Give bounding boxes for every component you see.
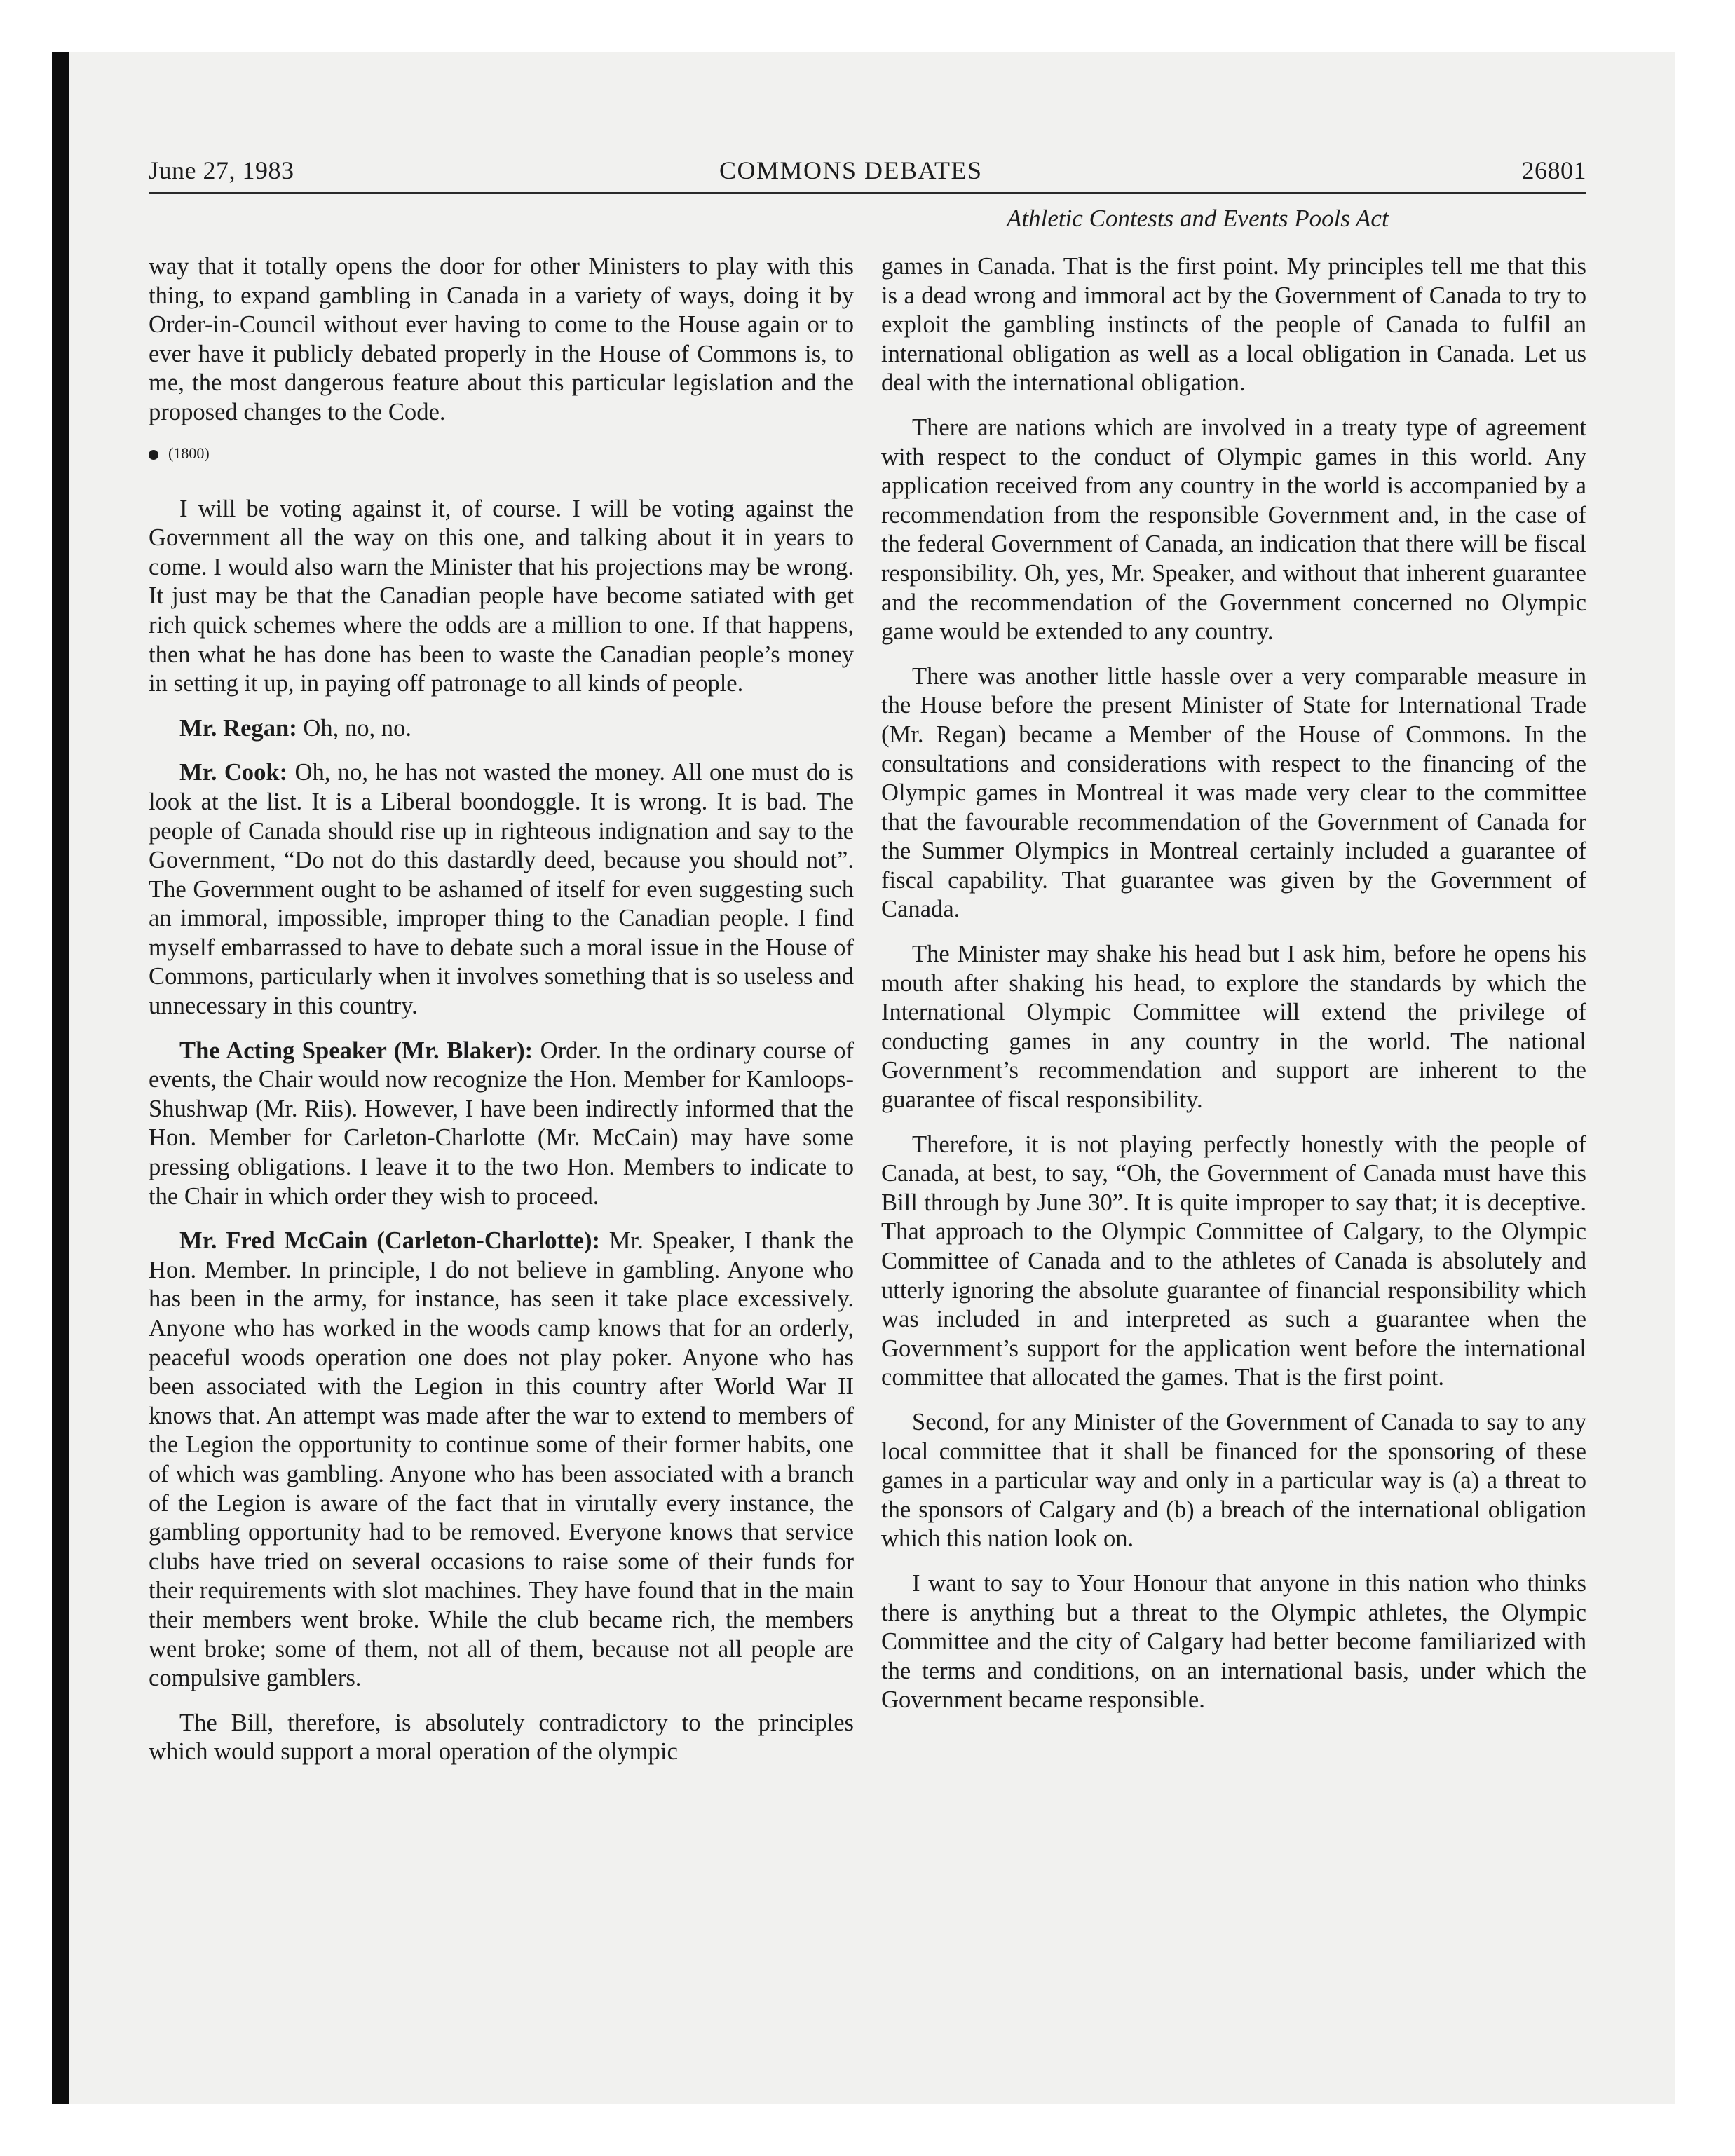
time-marker-text: (1800) xyxy=(168,444,210,462)
paragraph: I will be voting against it, of course. I will be voting against the Government all the way on this one, and talking about it in years to come. I would also warn the Minister that his projections may be wrong. It just may be that the Canadian people have become satiated with get rich quick schemes where the odds are a million to one. If that happens, then what he has done has been to waste the Canadian people’s money in setting it up, in paying off patronage to all kinds of people. xyxy=(149,495,854,697)
paragraph xyxy=(149,714,854,744)
paragraph xyxy=(149,1037,854,1212)
speaker-name: Mr. Fred McCain (Carleton-Charlotte): xyxy=(179,1227,600,1255)
right-column xyxy=(881,252,1586,1731)
speech-text: Oh, no, no. xyxy=(297,714,412,742)
paragraph: way that it totally opens the door for other Ministers to play with this thing, to expand gambling in Canada in a variety of ways, doing it by Order-in-Council without ever having to come to the House again or to ever have it publicly debated properly in the House of Commons is, to me, the most dangerous feature about this particular legislation and the proposed changes to the Code. xyxy=(149,253,854,425)
paragraph: games in Canada. That is the first point. My principles tell me that this is a dead wrong and immoral act by the Government of Canada to try to exploit the gambling instincts of the people of Canada to fulfil an international obligation as well as a local obligation in Canada. Let us deal with the international obligation. xyxy=(881,253,1586,397)
speaker-name: Mr. Cook: xyxy=(179,759,288,786)
paragraph: I want to say to Your Honour that anyone in this nation who thinks there is anything but a threat to the Olympic athletes, the Olympic Committee and the city of Calgary had better become familiarized with the terms and conditions, on an international basis, under which the Government became responsible. xyxy=(881,1569,1586,1714)
paragraph xyxy=(149,1227,854,1693)
header-date: June 27, 1983 xyxy=(149,156,294,184)
header-rule xyxy=(149,192,1586,194)
paragraph: The Minister may shake his head but I ask him, before he opens his mouth after shaking his head, to explore the standards by which the International Olympic Committee will extend the privilege of conducting games in any country in the world. The national Government’s recommendation and support are inherent to the guarantee of fiscal responsibility. xyxy=(881,941,1586,1114)
running-head: Athletic Contests and Events Pools Act xyxy=(1007,205,1389,232)
paragraph: There was another little hassle over a very comparable measure in the House before the present Minister of State for International Trade (Mr. Regan) became a Member of the House of Commons. In the consultations and considerations with respect to the financing of the Olympic games in Montreal it was made very clear to the committee that the favourable recommendation of the Government of Canada for the Summer Olympics in Montreal certainly included a guarantee of fiscal capability. That guarantee was given by the Government of Canada. xyxy=(881,662,1586,923)
speech-text: Mr. Speaker, I thank the Hon. Member. In principle, I do not believe in gambling. Anyone who has been in the army, for instance, has seen it take place excessively. Anyone who has worked in the woods camp knows that for an orderly, peaceful woods operation one does not play poker. Anyone who has been associated with the Legion in this country after World War II knows that. An attempt was made after the war to extend to members of the Legion the opportunity to continue some of their former habits, one of which was gambling. Anyone who has been associated with a branch of the Legion is aware of the fact that in virutally every instance, the gambling opportunity had to be removed. Everyone knows that service clubs have tried on several occasions to raise some of their funds for their requirements with slot machines. They have found that in the main their members went broke. While the club became rich, the members went broke; some of them, not all of them, because not all people are compulsive gamblers. xyxy=(149,1227,854,1692)
bullet-icon xyxy=(149,450,158,460)
binding-edge xyxy=(52,52,69,2104)
speaker-name: The Acting Speaker (Mr. Blaker): xyxy=(179,1037,533,1064)
speech-text: Oh, no, he has not wasted the money. All one must do is look at the list. It is a Liberal boondoggle. It is wrong. It is bad. The people of Canada should rise up in righteous indignation and say to the Government, “Do not do this dastardly deed, because you should not”. The Government ought to be ashamed of itself for even suggesting such an immoral, impossible, improper thing to the Canadian people. I find myself embarrassed to have to debate such a moral issue in the House of Commons, particularly when it involves something that is so useless and unnecessary in this country. xyxy=(149,759,854,1020)
speaker-name: Mr. Regan: xyxy=(179,714,297,742)
header-page-number: 26801 xyxy=(1521,156,1586,184)
left-column xyxy=(149,252,854,1782)
time-marker xyxy=(149,443,854,464)
paragraph xyxy=(149,758,854,1021)
header-publication: COMMONS DEBATES xyxy=(719,156,983,184)
paragraph: Second, for any Minister of the Government of Canada to say to any local committee that it shall be financed for the sponsoring of these games in a particular way and only in a particular way is (a) a threat to the sponsors of Calgary and (b) a breach of the international obligation which this nation look on. xyxy=(881,1408,1586,1553)
paragraph: Therefore, it is not playing perfectly honestly with the people of Canada, at best, to say, “Oh, the Government of Canada must have this Bill through by June 30”. It is quite improper to say that; it is deceptive. That approach to the Olympic Committee of Calgary, to the Olympic Committee of Canada and to the athletes of Canada is absolutely and utterly ignoring the absolute guarantee of financial responsibility which was included in and interpreted as such a guarantee when the Government’s support for the application went before the international committee that allocated the games. That is the first point. xyxy=(881,1131,1586,1391)
paragraph: There are nations which are involved in a treaty type of agreement with respect to the conduct of Olympic games in this world. Any application received from any country in the world is accompanied by a recommendation from the responsible Government and, in the case of the federal Government of Canada, an indication that there will be fiscal responsibility. Oh, yes, Mr. Speaker, and without that inherent guarantee and the recommendation of the Government concerned no Olympic game would be extended to any country. xyxy=(881,414,1586,646)
speech-text: Order. In the ordinary course of events, the Chair would now recognize the Hon. Member for Kamloops-Shushwap (Mr. Riis). However, I have been indirectly informed that the Hon. Member for Carleton-Charlotte (Mr. McCain) may have some pressing obligations. I leave it to the two Hon. Members to indicate to the Chair in which order they wish to proceed. xyxy=(149,1037,854,1210)
paragraph: The Bill, therefore, is absolutely contradictory to the principles which would support a moral operation of the olympic xyxy=(149,1709,854,1766)
